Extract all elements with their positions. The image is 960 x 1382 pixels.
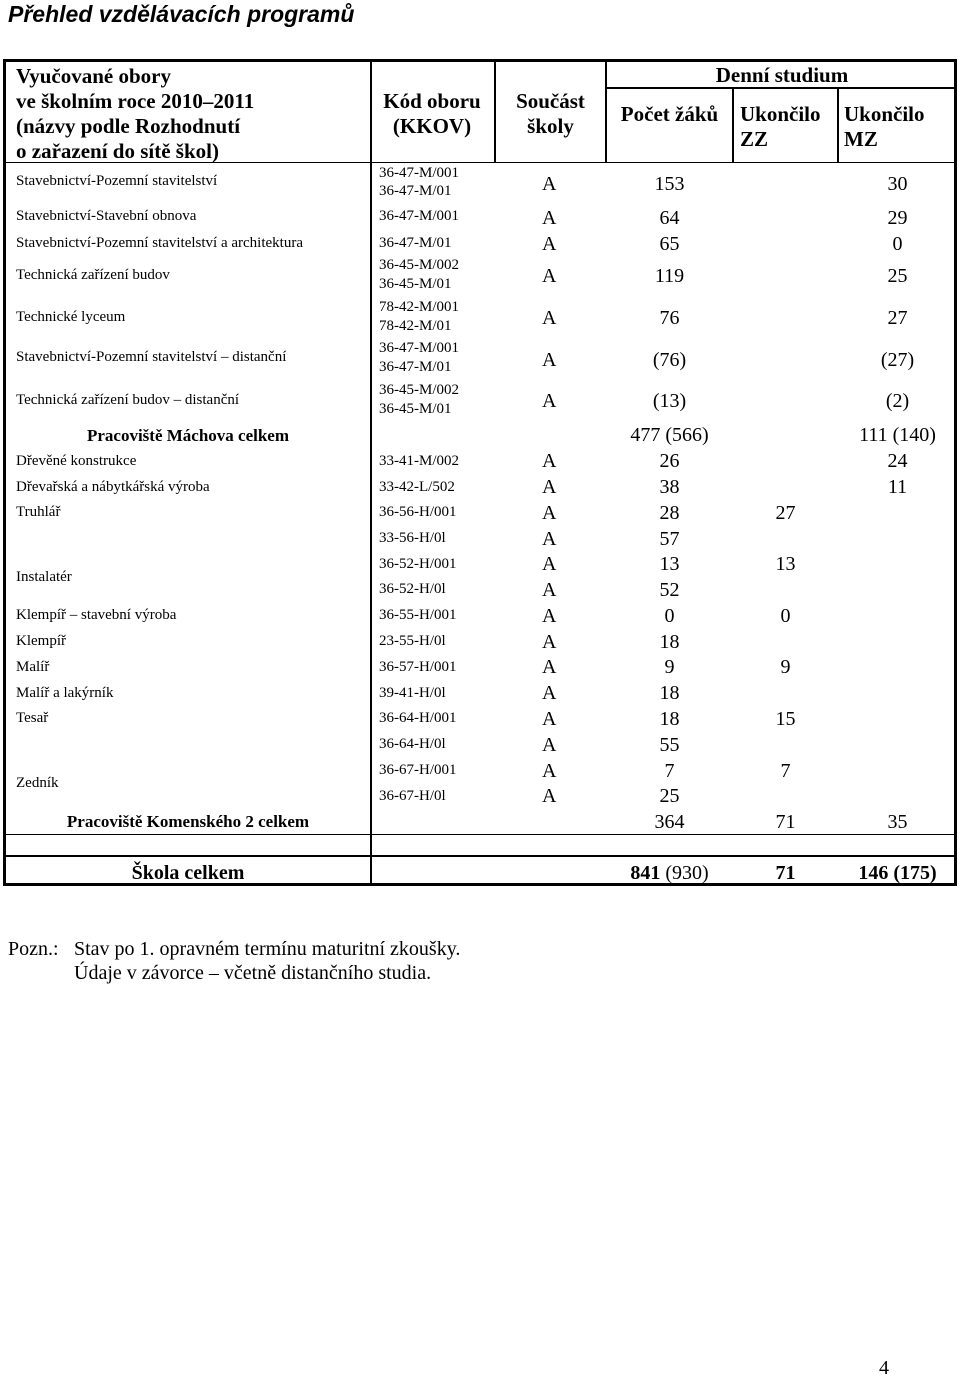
row-soucast: A [542, 760, 557, 782]
row-kod: 33-42-L/502 [379, 479, 455, 495]
row-kod: 36-47-M/01 [379, 235, 452, 251]
row-pocet: 28 [659, 502, 680, 524]
subtotal-pocet: 364 [654, 811, 685, 833]
row-obor: Stavebnictví-Pozemní stavitelství [16, 173, 218, 189]
row-mz: 0 [892, 233, 903, 255]
header-ukoncilo-zz: Ukončilo ZZ [740, 102, 821, 151]
row-zz: 27 [775, 502, 796, 524]
row-pocet: 25 [659, 785, 680, 807]
row-obor: Dřevěné konstrukce [16, 453, 137, 469]
subtotal-label: Pracoviště Máchova celkem [86, 426, 290, 445]
row-kod: 78-42-M/01 [379, 318, 452, 334]
subtotal-mz: 111 (140) [859, 424, 936, 446]
header-pocet-zaku: Počet žáků [620, 102, 719, 126]
header-kod: Kód oboru (KKOV) [383, 89, 481, 138]
row-mz: (27) [880, 349, 915, 371]
row-kod: 36-64-H/001 [379, 710, 457, 726]
column-divider [370, 62, 372, 886]
row-obor: Technická zařízení budov – distanční [16, 392, 240, 408]
row-kod: 36-47-M/001 [379, 165, 459, 181]
row-obor: Stavebnictví-Pozemní stavitelství – distanční [16, 349, 287, 365]
row-soucast: A [542, 528, 557, 550]
row-kod: 36-57-H/001 [379, 659, 457, 675]
programs-table [3, 59, 957, 886]
row-kod: 33-41-M/002 [379, 453, 459, 469]
row-pocet: 18 [659, 631, 680, 653]
column-divider [732, 87, 734, 162]
row-pocet: 76 [659, 307, 680, 329]
row-kod: 36-45-M/002 [379, 382, 459, 398]
subtotal-zz: 71 [775, 811, 796, 833]
row-soucast: A [542, 682, 557, 704]
row-obor: Technické lyceum [16, 309, 126, 325]
row-kod: 36-45-M/01 [379, 276, 452, 292]
row-obor: Malíř [16, 659, 50, 675]
row-soucast: A [542, 233, 557, 255]
row-obor: Technická zařízení budov [16, 267, 170, 283]
row-kod: 36-52-H/0l [379, 581, 446, 597]
subtotal-pocet: 477 (566) [630, 424, 709, 446]
row-soucast: A [542, 265, 557, 287]
row-kod: 36-45-M/01 [379, 401, 452, 417]
total-pocet-value: 841 [630, 862, 661, 884]
row-kod: 36-47-M/001 [379, 208, 459, 224]
row-soucast: A [542, 656, 557, 678]
row-obor: Stavebnictví-Stavební obnova [16, 208, 197, 224]
row-divider [6, 855, 957, 857]
row-obor: Malíř a lakýrník [16, 685, 114, 701]
note-label: Pozn.: [8, 938, 59, 960]
row-soucast: A [542, 450, 557, 472]
header-soucast: Součást školy [516, 89, 585, 138]
row-zz: 15 [775, 708, 796, 730]
row-pocet: 18 [659, 682, 680, 704]
row-soucast: A [542, 173, 557, 195]
row-obor: Instalatér [16, 569, 72, 585]
row-soucast: A [542, 734, 557, 756]
page-title: Přehled vzdělávacích programů [8, 1, 355, 27]
row-pocet: 18 [659, 708, 680, 730]
row-kod: 36-47-M/01 [379, 183, 452, 199]
row-zz: 9 [780, 656, 791, 678]
subtotal-mz: 35 [887, 811, 908, 833]
row-pocet: 26 [659, 450, 680, 472]
row-soucast: A [542, 553, 557, 575]
total-pocet-paren: (930) [665, 862, 709, 884]
row-soucast: A [542, 631, 557, 653]
row-pocet: 64 [659, 207, 680, 229]
total-mz: 146 (175) [858, 862, 937, 884]
row-kod: 39-41-H/0l [379, 685, 446, 701]
row-pocet: 52 [659, 579, 680, 601]
row-zz: 7 [780, 760, 791, 782]
row-soucast: A [542, 390, 557, 412]
row-obor: Dřevařská a nábytkářská výroba [16, 479, 210, 495]
row-soucast: A [542, 579, 557, 601]
row-pocet: (13) [652, 390, 687, 412]
row-mz: 24 [887, 450, 908, 472]
row-obor: Truhlář [16, 504, 61, 520]
total-zz: 71 [775, 862, 796, 884]
row-soucast: A [542, 207, 557, 229]
row-obor: Klempíř – stavební výroba [16, 607, 177, 623]
row-soucast: A [542, 708, 557, 730]
row-kod: 36-45-M/002 [379, 257, 459, 273]
column-divider [837, 87, 839, 162]
row-mz: 30 [887, 173, 908, 195]
row-pocet: 13 [659, 553, 680, 575]
row-mz: 25 [887, 265, 908, 287]
row-mz: 11 [887, 476, 908, 498]
row-pocet: 0 [664, 605, 675, 627]
row-zz: 0 [780, 605, 791, 627]
note-line-1: Stav po 1. opravném termínu maturitní zkoušky. [74, 938, 461, 960]
row-soucast: A [542, 476, 557, 498]
row-soucast: A [542, 785, 557, 807]
row-zz: 13 [775, 553, 796, 575]
total-pocet [607, 862, 732, 885]
header-ukoncilo-mz: Ukončilo MZ [844, 102, 925, 151]
row-obor: Stavebnictví-Pozemní stavitelství a architektura [16, 235, 303, 251]
row-pocet: (76) [652, 349, 687, 371]
total-label: Škola celkem [131, 862, 245, 884]
header-denni-studium: Denní studium [715, 63, 849, 87]
page-number: 4 [879, 1357, 889, 1379]
note-line-2: Údaje v závorce – včetně distančního studia. [74, 962, 432, 984]
subtotal-label: Pracoviště Komenského 2 celkem [66, 812, 310, 831]
row-obor: Zedník [16, 775, 59, 791]
row-kod: 36-56-H/001 [379, 504, 457, 520]
row-soucast: A [542, 307, 557, 329]
row-kod: 36-47-M/001 [379, 340, 459, 356]
row-pocet: 9 [664, 656, 675, 678]
header-obory: Vyučované obory ve školním roce 2010–2011 (názvy podle Rozhodnutí o zařazení do sítě škol) [16, 64, 255, 163]
row-kod: 23-55-H/0l [379, 633, 446, 649]
row-soucast: A [542, 502, 557, 524]
row-obor: Tesař [16, 710, 49, 726]
row-kod: 36-67-H/0l [379, 788, 446, 804]
row-pocet: 153 [654, 173, 685, 195]
row-soucast: A [542, 349, 557, 371]
row-kod: 36-52-H/001 [379, 556, 457, 572]
row-pocet: 57 [659, 528, 680, 550]
row-kod: 33-56-H/0l [379, 530, 446, 546]
row-divider [6, 834, 957, 835]
row-pocet: 55 [659, 734, 680, 756]
row-kod: 36-47-M/01 [379, 359, 452, 375]
row-kod: 78-42-M/001 [379, 299, 459, 315]
row-obor: Klempíř [16, 633, 66, 649]
row-pocet: 38 [659, 476, 680, 498]
row-pocet: 7 [664, 760, 675, 782]
row-soucast: A [542, 605, 557, 627]
row-kod: 36-67-H/001 [379, 762, 457, 778]
row-mz: 29 [887, 207, 908, 229]
row-kod: 36-64-H/0l [379, 736, 446, 752]
row-pocet: 65 [659, 233, 680, 255]
row-mz: (2) [885, 390, 910, 412]
row-pocet: 119 [654, 265, 685, 287]
row-kod: 36-55-H/001 [379, 607, 457, 623]
row-mz: 27 [887, 307, 908, 329]
